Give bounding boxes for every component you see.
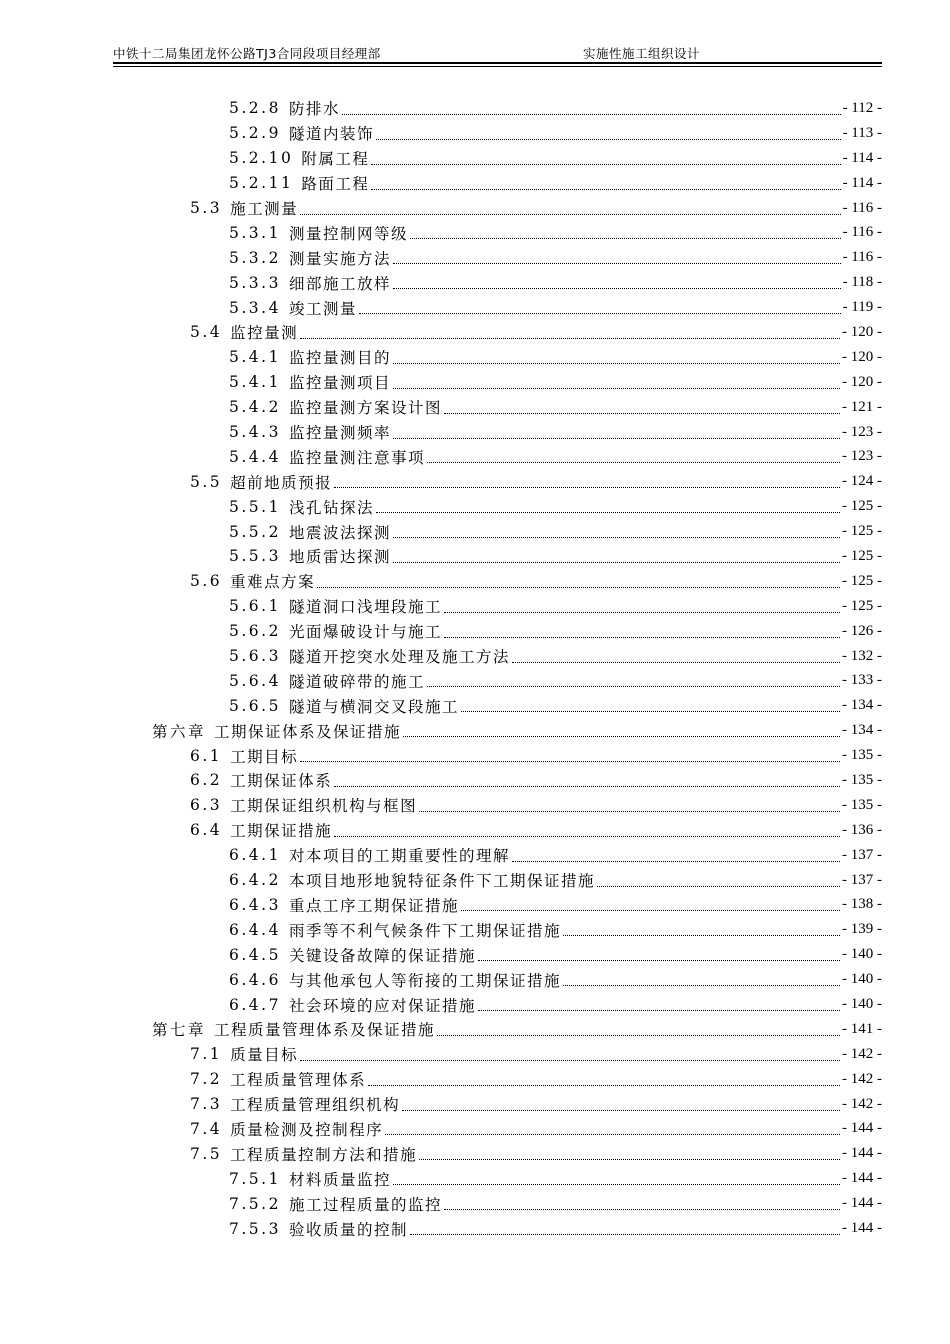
- toc-entry-number: 5.3: [190, 199, 223, 217]
- toc-dot-leader: [393, 537, 840, 538]
- toc-entry-title: 工程质量管理体系及保证措施: [214, 1021, 436, 1040]
- toc-entry-number: 5.6.5: [229, 696, 281, 715]
- toc-entry-number: 5.2.9: [229, 124, 281, 143]
- toc-entry-number: 5.5.1: [229, 497, 281, 516]
- toc-entry[interactable]: [0, 743, 882, 768]
- toc-entry[interactable]: [0, 96, 882, 121]
- toc-dot-leader: [461, 910, 840, 911]
- toc-entry-title: 工期保证体系: [230, 772, 333, 791]
- toc-entry-number: 第七章: [152, 1021, 207, 1040]
- toc-entry-page: - 133 -: [842, 672, 882, 689]
- toc-dot-leader: [371, 164, 840, 165]
- toc-dot-leader: [444, 1209, 840, 1210]
- toc-entry-number: 6.1: [190, 746, 223, 765]
- toc-entry[interactable]: [0, 1191, 882, 1216]
- toc-entry-title: 对本项目的工期重要性的理解: [288, 847, 510, 866]
- toc-entry-title: 工程质量控制方法和措施: [230, 1145, 418, 1164]
- toc-entry[interactable]: [0, 245, 882, 270]
- toc-dot-leader: [385, 1134, 840, 1135]
- toc-dot-leader: [342, 114, 841, 115]
- toc-entry-number: 5.4: [190, 323, 223, 342]
- toc-entry-title: 工期目标: [230, 747, 299, 766]
- toc-dot-leader: [300, 761, 840, 762]
- toc-dot-leader: [512, 662, 840, 663]
- header-rule-thin: [113, 66, 882, 67]
- toc-entry-page: - 125 -: [842, 572, 882, 589]
- toc-entry-page: - 135 -: [842, 771, 882, 788]
- toc-entry-number: 5.6.2: [229, 622, 281, 641]
- toc-entry-page: - 144 -: [842, 1195, 882, 1212]
- toc-entry-title: 工期保证措施: [230, 822, 333, 841]
- toc-entry-title: 施工过程质量的监控: [288, 1195, 442, 1214]
- toc-entry-title: 隧道洞口浅埋段施工: [288, 598, 442, 617]
- header-company: 中铁十二局集团龙怀公路TJ3合同段项目经理部: [113, 46, 381, 61]
- toc-dot-leader: [393, 263, 841, 264]
- toc-entry-page: - 123 -: [842, 423, 882, 440]
- toc-entry[interactable]: [0, 420, 882, 445]
- toc-entry-number: 5.4.1: [229, 348, 281, 367]
- toc-entry-page: - 139 -: [842, 921, 882, 938]
- toc-entry-page: - 134 -: [842, 697, 882, 714]
- toc-entry-title: 路面工程: [301, 175, 370, 194]
- toc-entry[interactable]: [0, 494, 882, 519]
- toc-entry-number: 6.4.5: [229, 945, 281, 964]
- toc-entry-page: - 142 -: [842, 1045, 882, 1062]
- toc-entry-page: - 142 -: [842, 1095, 882, 1112]
- toc-entry-number: 5.4.4: [229, 447, 281, 466]
- toc-entry-page: - 125 -: [842, 498, 882, 515]
- toc-dot-leader: [403, 736, 840, 737]
- toc-entry-title: 质量检测及控制程序: [230, 1120, 384, 1139]
- toc-entry[interactable]: [0, 644, 882, 669]
- toc-entry-number: 第六章: [152, 722, 207, 741]
- toc-entry[interactable]: [0, 171, 882, 196]
- toc-entry-page: - 120 -: [842, 323, 882, 340]
- toc-entry-number: 5.2.11: [229, 174, 294, 193]
- toc-dot-leader: [368, 1085, 840, 1086]
- toc-entry[interactable]: [0, 569, 882, 594]
- toc-entry-number: 6.4.4: [229, 920, 281, 939]
- table-of-contents: [0, 96, 950, 1241]
- toc-entry-title: 竣工测量: [288, 299, 357, 318]
- toc-entry[interactable]: [0, 1017, 882, 1042]
- toc-entry-number: 5.3.4: [229, 298, 281, 317]
- toc-dot-leader: [563, 985, 840, 986]
- toc-entry[interactable]: [0, 295, 882, 320]
- toc-entry-title: 本项目地形地貌特征条件下工期保证措施: [288, 872, 595, 891]
- toc-dot-leader: [393, 388, 840, 389]
- toc-entry-number: 7.5.2: [229, 1194, 281, 1213]
- toc-entry-title: 社会环境的应对保证措施: [288, 996, 476, 1015]
- toc-entry-title: 雨季等不利气候条件下工期保证措施: [288, 921, 561, 940]
- toc-entry[interactable]: [0, 444, 882, 469]
- toc-entry-number: 7.5.3: [229, 1219, 281, 1238]
- toc-entry[interactable]: [0, 544, 882, 569]
- toc-entry-page: - 120 -: [842, 373, 882, 390]
- toc-entry[interactable]: [0, 370, 882, 395]
- toc-dot-leader: [512, 861, 840, 862]
- toc-entry[interactable]: [0, 693, 882, 718]
- toc-entry-page: - 114 -: [842, 174, 882, 191]
- toc-entry-title: 测量控制网等级: [288, 224, 408, 243]
- toc-entry-number: 6.4: [190, 821, 223, 840]
- toc-entry[interactable]: [0, 942, 882, 967]
- toc-entry-title: 隧道破碎带的施工: [288, 672, 425, 691]
- toc-entry[interactable]: [0, 1216, 882, 1241]
- toc-entry-title: 监控量测目的: [288, 349, 391, 368]
- toc-entry-title: 关键设备故障的保证措施: [288, 946, 476, 965]
- toc-entry-page: - 144 -: [842, 1120, 882, 1137]
- toc-entry-title: 浅孔钻探法: [288, 498, 374, 517]
- toc-entry[interactable]: [0, 121, 882, 146]
- toc-entry-title: 工期保证组织机构与框图: [230, 797, 418, 816]
- toc-entry-number: 7.3: [190, 1095, 223, 1114]
- toc-entry-number: 5.2.8: [229, 99, 281, 118]
- toc-entry-title: 与其他承包人等衔接的工期保证措施: [288, 971, 561, 990]
- toc-entry-title: 监控量测项目: [288, 374, 391, 393]
- toc-dot-leader: [393, 562, 840, 563]
- toc-entry[interactable]: [0, 1067, 882, 1092]
- toc-dot-leader: [444, 637, 840, 638]
- toc-dot-leader: [300, 214, 840, 215]
- toc-entry-title: 工期保证体系及保证措施: [214, 722, 402, 741]
- toc-entry[interactable]: [0, 519, 882, 544]
- toc-entry-page: - 137 -: [842, 846, 882, 863]
- toc-entry[interactable]: [0, 594, 882, 619]
- toc-dot-leader: [427, 462, 840, 463]
- toc-entry-title: 隧道开挖突水处理及施工方法: [288, 648, 510, 667]
- toc-entry-number: 5.5.3: [229, 547, 281, 566]
- toc-entry-page: - 135 -: [842, 747, 882, 764]
- toc-entry-number: 7.5: [190, 1144, 223, 1163]
- toc-dot-leader: [393, 438, 840, 439]
- toc-entry-page: - 118 -: [842, 274, 882, 291]
- toc-entry[interactable]: [0, 917, 882, 942]
- toc-entry[interactable]: [0, 270, 882, 295]
- toc-entry-page: - 120 -: [842, 348, 882, 365]
- toc-entry-page: - 144 -: [842, 1145, 882, 1162]
- toc-dot-leader: [427, 686, 840, 687]
- toc-dot-leader: [402, 1110, 840, 1111]
- toc-entry-number: 5.3.2: [229, 248, 281, 267]
- toc-dot-leader: [410, 1234, 840, 1235]
- toc-entry-number: 5.5: [190, 472, 223, 491]
- toc-dot-leader: [334, 836, 840, 837]
- toc-entry-page: - 142 -: [842, 1070, 882, 1087]
- toc-entry-page: - 135 -: [842, 796, 882, 813]
- toc-entry-number: 5.3.3: [229, 273, 281, 292]
- toc-entry-number: 7.5.1: [229, 1169, 281, 1188]
- toc-entry-title: 重难点方案: [230, 573, 316, 592]
- toc-entry-page: - 125 -: [842, 523, 882, 540]
- toc-entry-number: 5.4.1: [229, 373, 281, 392]
- toc-entry-title: 隧道内装饰: [288, 125, 374, 144]
- toc-entry-number: 5.3.1: [229, 223, 281, 242]
- toc-entry-page: - 114 -: [842, 149, 882, 166]
- toc-entry-number: 5.2.10: [229, 149, 294, 168]
- toc-dot-leader: [419, 811, 840, 812]
- toc-entry[interactable]: [0, 967, 882, 992]
- toc-dot-leader: [393, 288, 841, 289]
- toc-entry[interactable]: [0, 395, 882, 420]
- toc-entry-page: - 126 -: [842, 622, 882, 639]
- toc-entry-title: 光面爆破设计与施工: [288, 623, 442, 642]
- toc-entry[interactable]: [0, 1141, 882, 1166]
- toc-entry-number: 5.4.2: [229, 398, 281, 417]
- toc-dot-leader: [376, 512, 840, 513]
- toc-entry-number: 6.4.6: [229, 970, 281, 989]
- toc-entry[interactable]: [0, 668, 882, 693]
- toc-entry[interactable]: [0, 619, 882, 644]
- toc-entry[interactable]: [0, 320, 882, 345]
- toc-entry-title: 监控量测方案设计图: [288, 399, 442, 418]
- toc-entry[interactable]: [0, 1092, 882, 1117]
- toc-entry-page: - 116 -: [842, 199, 882, 216]
- toc-entry-number: 6.2: [190, 771, 223, 790]
- toc-dot-leader: [393, 363, 840, 364]
- toc-entry-page: - 140 -: [842, 946, 882, 963]
- toc-entry-page: - 132 -: [842, 647, 882, 664]
- toc-entry-page: - 121 -: [842, 398, 882, 415]
- toc-dot-leader: [478, 960, 840, 961]
- toc-entry-title: 测量实施方法: [288, 249, 391, 268]
- toc-entry-title: 材料质量监控: [288, 1170, 391, 1189]
- toc-entry-title: 地质雷达探测: [288, 548, 391, 567]
- toc-entry-number: 5.4.3: [229, 423, 281, 442]
- toc-entry-number: 5.6.1: [229, 597, 281, 616]
- toc-entry-title: 超前地质预报: [230, 473, 333, 492]
- toc-entry[interactable]: [0, 793, 882, 818]
- toc-entry[interactable]: [0, 469, 882, 494]
- toc-entry-title: 工程质量管理组织机构: [230, 1096, 401, 1115]
- toc-dot-leader: [444, 612, 840, 613]
- toc-dot-leader: [359, 313, 841, 314]
- toc-dot-leader: [461, 711, 840, 712]
- toc-entry-number: 7.2: [190, 1070, 223, 1089]
- toc-entry-page: - 119 -: [842, 299, 882, 316]
- toc-entry-page: - 116 -: [842, 224, 882, 241]
- toc-entry-number: 6.4.3: [229, 895, 281, 914]
- page-header: [113, 38, 882, 62]
- toc-entry-title: 监控量测注意事项: [288, 448, 425, 467]
- toc-entry-title: 验收质量的控制: [288, 1220, 408, 1239]
- toc-entry[interactable]: [0, 345, 882, 370]
- toc-dot-leader: [393, 1184, 840, 1185]
- toc-dot-leader: [300, 338, 840, 339]
- toc-entry-page: - 125 -: [842, 597, 882, 614]
- toc-entry-page: - 134 -: [842, 722, 882, 739]
- toc-dot-leader: [437, 1035, 840, 1036]
- toc-entry[interactable]: [0, 768, 882, 793]
- toc-entry-title: 附属工程: [301, 150, 370, 169]
- toc-entry-title: 细部施工放样: [288, 274, 391, 293]
- header-rule-thick: [113, 62, 882, 64]
- toc-entry-title: 地震波法探测: [288, 523, 391, 542]
- toc-entry[interactable]: [0, 146, 882, 171]
- toc-entry-page: - 144 -: [842, 1170, 882, 1187]
- toc-dot-leader: [597, 886, 840, 887]
- toc-entry-page: - 116 -: [842, 249, 882, 266]
- toc-dot-leader: [334, 786, 840, 787]
- toc-entry-page: - 124 -: [842, 473, 882, 490]
- toc-entry-title: 重点工序工期保证措施: [288, 896, 459, 915]
- toc-entry-number: 5.6.4: [229, 671, 281, 690]
- toc-entry-number: 5.6.3: [229, 647, 281, 666]
- toc-entry-number: 5.5.2: [229, 522, 281, 541]
- toc-dot-leader: [376, 139, 841, 140]
- toc-entry-page: - 137 -: [842, 871, 882, 888]
- toc-entry-page: - 141 -: [842, 1020, 882, 1037]
- toc-dot-leader: [317, 587, 840, 588]
- toc-entry[interactable]: [0, 818, 882, 843]
- toc-entry[interactable]: [0, 893, 882, 918]
- toc-entry-page: - 140 -: [842, 996, 882, 1012]
- toc-entry-page: - 138 -: [842, 896, 882, 913]
- toc-entry-page: - 113 -: [842, 124, 882, 141]
- toc-dot-leader: [419, 1159, 840, 1160]
- toc-entry[interactable]: [0, 868, 882, 893]
- toc-entry-title: 监控量测: [230, 324, 299, 343]
- toc-entry-title: 施工测量: [230, 200, 299, 218]
- toc-entry-page: - 136 -: [842, 821, 882, 838]
- toc-dot-leader: [563, 935, 840, 936]
- toc-dot-leader: [371, 189, 840, 190]
- toc-dot-leader: [410, 238, 841, 239]
- toc-entry-number: 6.4.7: [229, 995, 281, 1014]
- toc-entry-title: 质量目标: [230, 1046, 299, 1065]
- toc-entry[interactable]: [0, 1166, 882, 1191]
- toc-entry[interactable]: [0, 220, 882, 245]
- toc-entry[interactable]: [0, 992, 882, 1017]
- toc-entry[interactable]: [0, 1117, 882, 1142]
- toc-dot-leader: [444, 413, 840, 414]
- toc-entry-page: - 112 -: [842, 99, 882, 116]
- toc-entry[interactable]: [0, 1042, 882, 1067]
- toc-entry-title: 监控量测频率: [288, 424, 391, 443]
- toc-dot-leader: [300, 1060, 840, 1061]
- toc-entry-number: 7.4: [190, 1119, 223, 1138]
- toc-entry-number: 5.6: [190, 572, 223, 591]
- toc-entry-number: 6.3: [190, 796, 223, 815]
- toc-entry-page: - 125 -: [842, 547, 882, 564]
- toc-entry-title: 工程质量管理体系: [230, 1071, 367, 1090]
- toc-entry-number: 6.4.1: [229, 846, 281, 865]
- toc-dot-leader: [334, 487, 840, 488]
- header-document-title: 实施性施工组织设计: [583, 46, 701, 61]
- toc-entry-page: - 140 -: [842, 971, 882, 988]
- toc-entry-title: 防排水: [288, 100, 340, 119]
- toc-entry-title: 隧道与横洞交叉段施工: [288, 697, 459, 716]
- toc-entry-number: 7.1: [190, 1045, 223, 1064]
- toc-entry-number: 6.4.2: [229, 871, 281, 890]
- toc-entry-page: - 123 -: [842, 448, 882, 465]
- toc-dot-leader: [478, 1010, 840, 1011]
- toc-entry[interactable]: [0, 718, 882, 743]
- toc-entry[interactable]: [0, 843, 882, 868]
- toc-entry[interactable]: [0, 196, 882, 221]
- toc-entry-page: - 144 -: [842, 1220, 882, 1237]
